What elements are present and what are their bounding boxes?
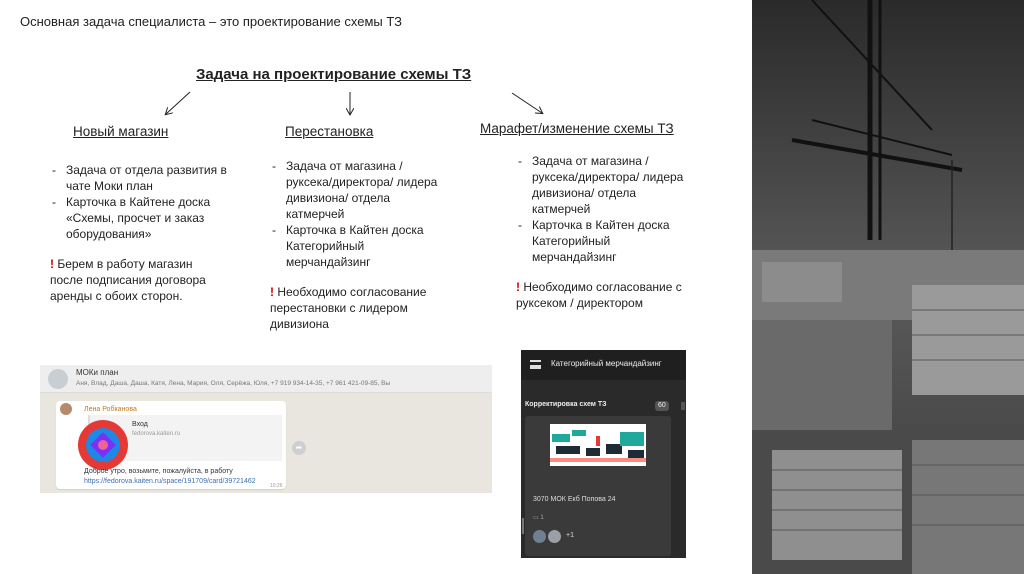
note-text: Необходимо согласование с руксеком / директором [516, 280, 682, 310]
column-title-rearrangement: Перестановка [285, 124, 374, 139]
chat-name[interactable]: МОКи план [76, 368, 119, 377]
kaiten-screenshot [521, 350, 686, 558]
exclamation-mark: ! [516, 280, 520, 294]
comments-count-value: 1 [540, 515, 544, 521]
arrow-left [166, 92, 190, 114]
scrollbar[interactable] [522, 518, 524, 534]
column-new-store [50, 162, 228, 304]
sender-name: Лена Робканова [84, 406, 137, 413]
list-item: - Задача от отдела развития в чате Моки план [50, 162, 228, 194]
note [516, 279, 696, 311]
kaiten-logo-center [98, 440, 108, 450]
preview-title: Вход [132, 421, 148, 428]
note-text: Берем в работу магазин после подписания договора аренды с обоих сторон. [50, 257, 206, 303]
next-column-edge [681, 402, 685, 410]
chat-screenshot [40, 365, 492, 493]
construction-illustration [752, 0, 1024, 574]
menu-icon[interactable] [530, 360, 541, 369]
group-avatar[interactable] [48, 369, 68, 389]
card-count-badge: 60 [655, 401, 669, 411]
message-link[interactable]: https://fedorova.kaiten.ru/space/191709/card/39721462 [84, 478, 256, 485]
user-avatar[interactable] [533, 530, 546, 543]
column-header: Корректировка схем ТЗ [525, 401, 607, 408]
construction-site-photo [752, 0, 1024, 574]
sender-avatar [60, 403, 72, 415]
list-item: - Карточка в Кайтен доска Категорийный мерчандайзинг [516, 217, 696, 265]
column-title-new-store: Новый магазин [73, 124, 169, 139]
message-time: 10:26 [270, 483, 283, 489]
column-rearrangement [270, 158, 450, 332]
list-item: - Задача от магазина / руксека/директора/ лидера дивизиона/ отдела катмерчей [516, 153, 696, 217]
chat-header [40, 365, 492, 393]
list-item: - Задача от магазина / руксека/директора/ лидера дивизиона/ отдела катмерчей [270, 158, 450, 222]
column-refresh [516, 153, 696, 311]
main-heading: Задача на проектирование схемы ТЗ [196, 66, 472, 83]
forward-icon[interactable]: ➦ [292, 441, 306, 455]
note [50, 256, 228, 304]
list-item: - Карточка в Кайтен доска Категорийный мерчандайзинг [270, 222, 450, 270]
card-title[interactable]: 3070 МОК Екб Попова 24 [533, 496, 616, 503]
message-text: Доброе утро, возьмите, пожалуйста, в работу [84, 468, 233, 475]
comment-icon: ▭ [533, 515, 539, 521]
store-layout-thumbnail [550, 424, 646, 466]
exclamation-mark: ! [270, 285, 274, 299]
arrow-right [512, 93, 542, 113]
more-users: +1 [566, 532, 574, 539]
chat-members: Аня, Влад, Даша, Даша, Катя, Лена, Мария, Оля, Серёжа, Юля, +7 919 934-14-35, +7 961 421-09-85, Вы [76, 380, 391, 387]
note [270, 284, 450, 332]
exclamation-mark: ! [50, 257, 54, 271]
board-title: Категорийный мерчандайзинг [551, 359, 662, 368]
user-avatar[interactable] [548, 530, 561, 543]
comments-count [533, 514, 544, 521]
list-item: - Карточка в Кайтене доска «Схемы, просчет и заказ оборудования» [50, 194, 228, 242]
column-title-refresh: Марафет/изменение схемы ТЗ [480, 121, 674, 136]
kaiten-header [521, 350, 686, 380]
card-cover-image [550, 424, 646, 466]
note-text: Необходимо согласование перестановки с лидером дивизиона [270, 285, 427, 331]
preview-domain: fedorova.kaiten.ru [132, 431, 181, 437]
slide-title: Основная задача специалиста – это проектирование схемы ТЗ [20, 14, 403, 29]
